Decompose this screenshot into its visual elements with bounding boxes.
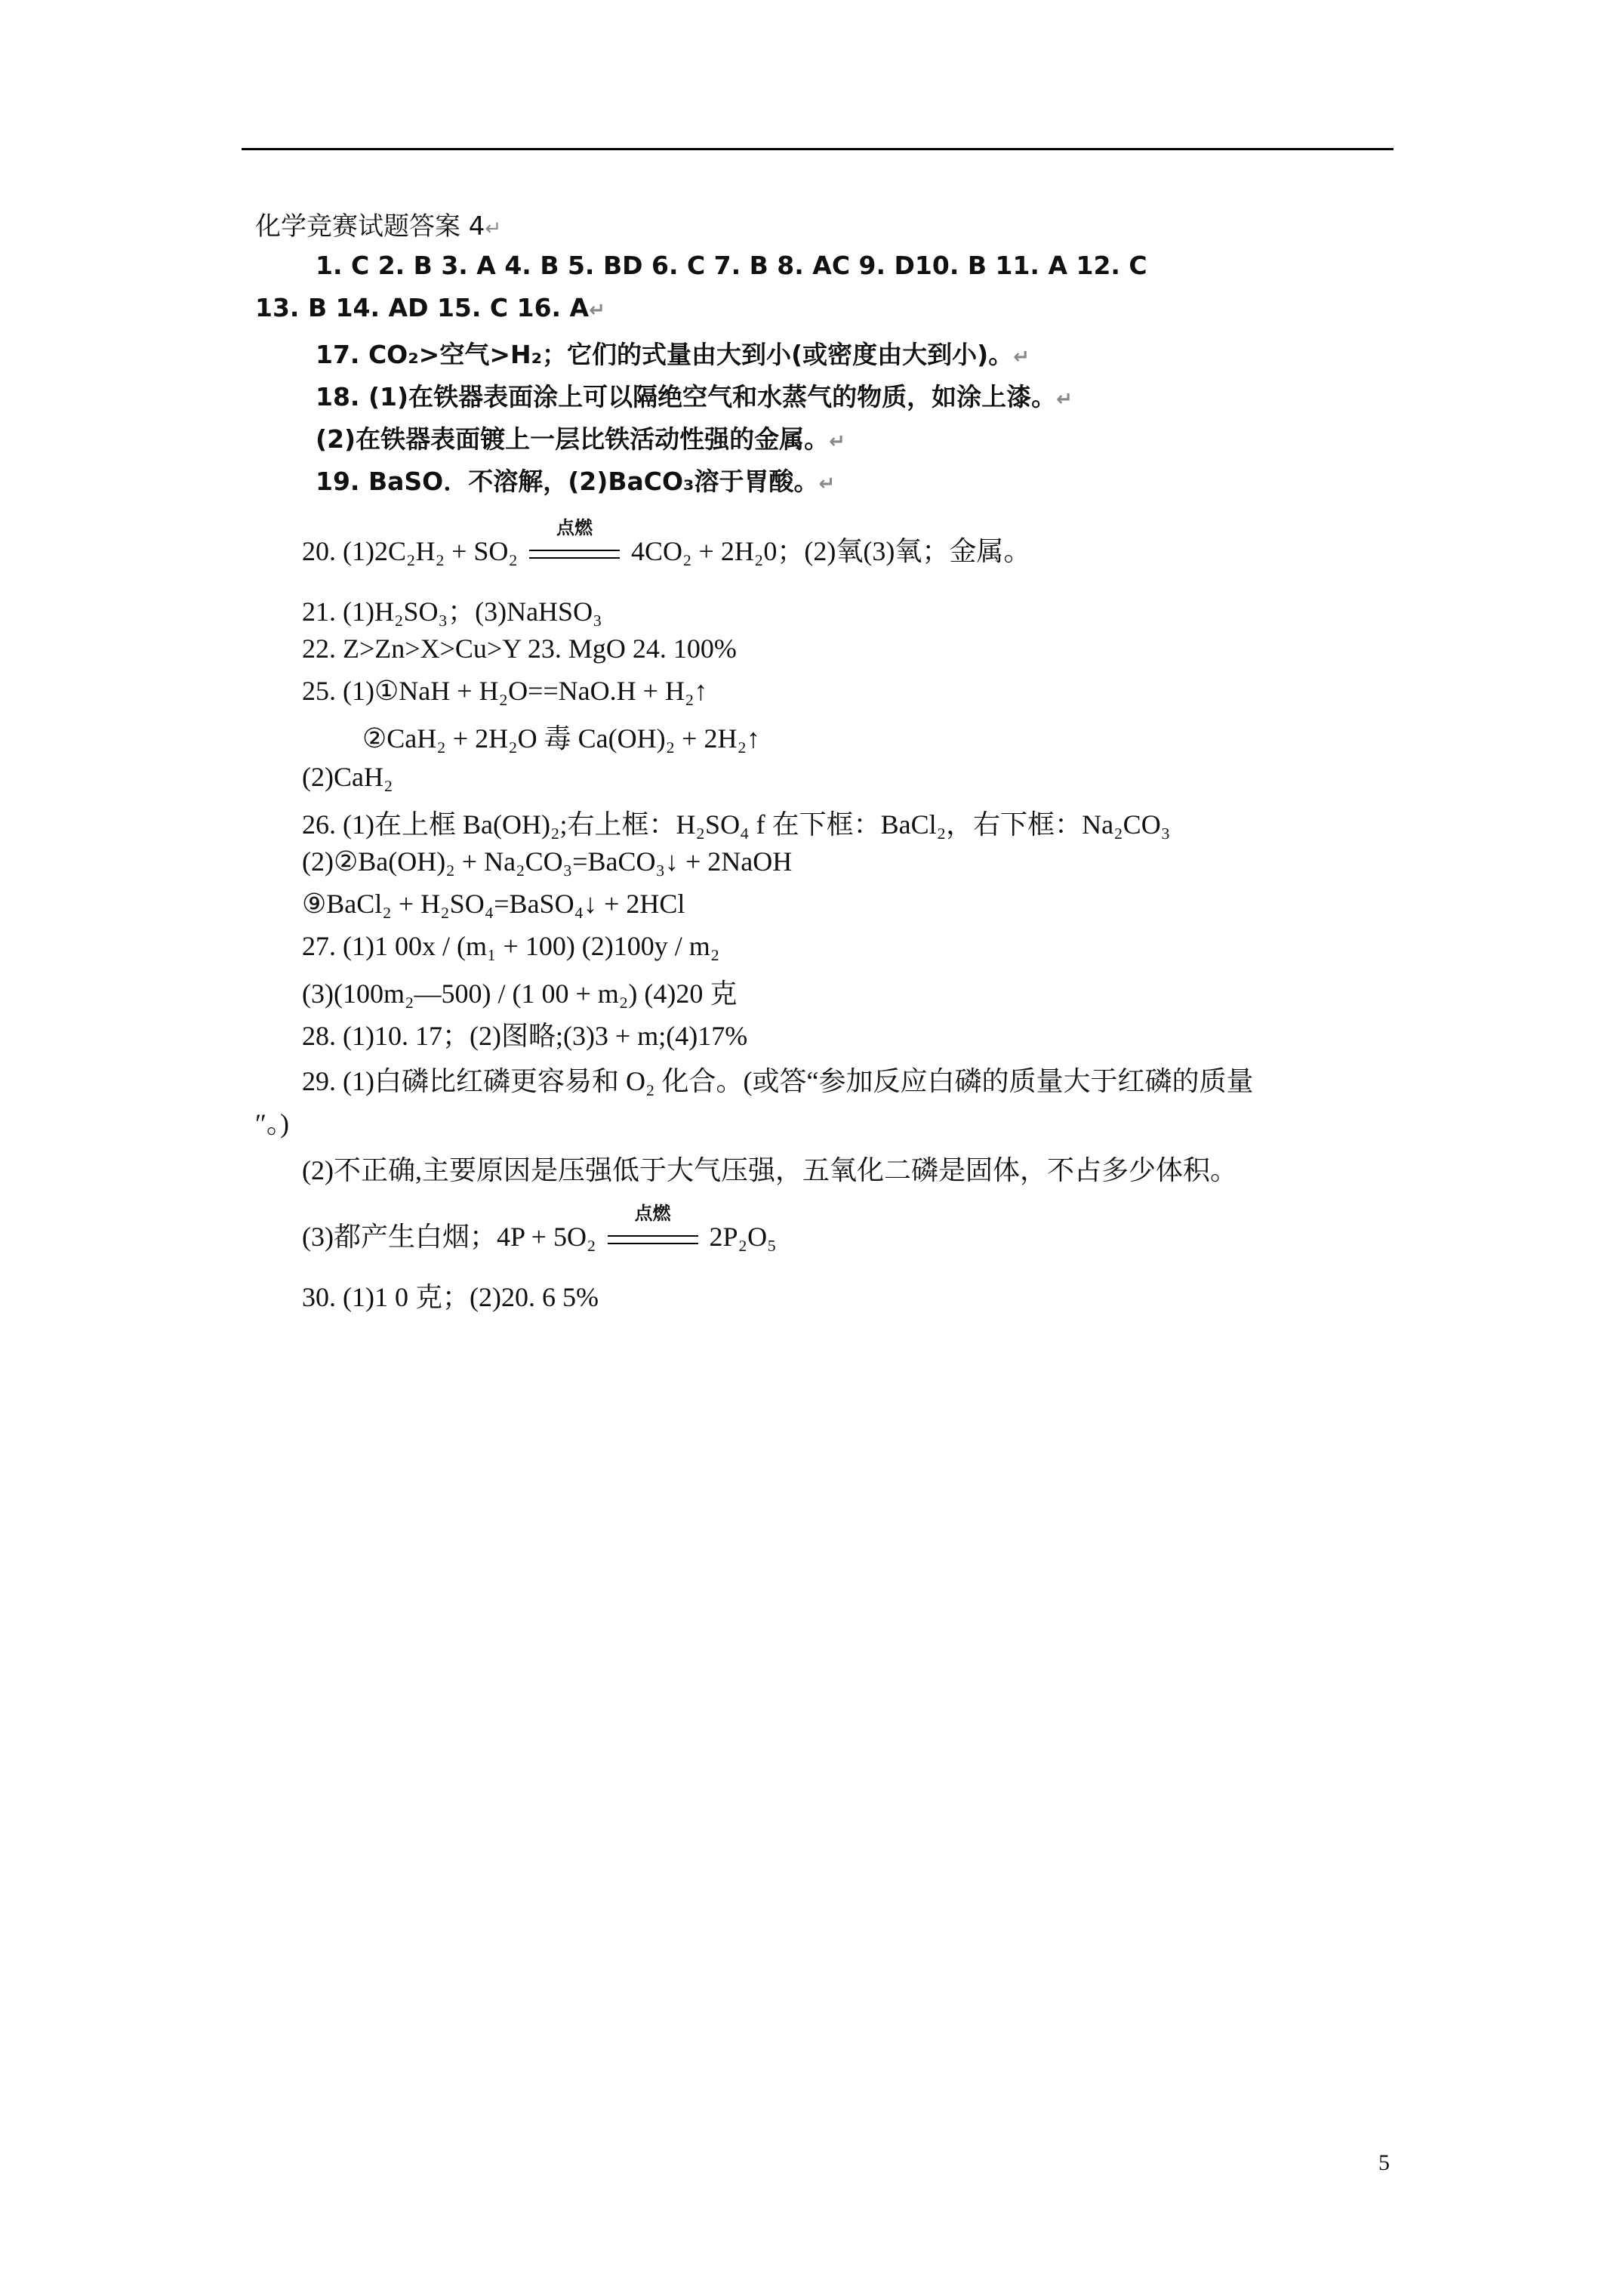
answer-17: 17. CO₂>空气>H₂；它们的式量由大到小(或密度由大到小)。↵ [316,340,1030,369]
mc-answers-line-1: 1. C 2. B 3. A 4. B 5. BD 6. C 7. B 8. AC 9. D10. B 11. A 12. C [316,251,1147,280]
answer-26-part-1: 26. (1)在上框 Ba(OH)₂;右上框：H₂SO₄ f 在下框：BaCl₂，右下框：Na₂CO₃ [302,809,1171,840]
reaction-condition-arrow: 点燃 [525,535,624,567]
answer-27-part-1: 27. (1)1 00x / (m₁ + 100) (2)100y / m₂ [302,931,720,961]
answer-29-part-1-cont: ″。) [255,1108,289,1139]
answer-20: 20. (1)2C₂H₂ + SO₂ 点燃 4CO₂ + 2H₂0；(2)氧(3)氧；金属。 [302,517,1031,566]
answer-18-part-1: 18. (1)在铁器表面涂上可以隔绝空气和水蒸气的物质，如涂上漆。↵ [316,382,1073,411]
answer-27-part-2: (3)(100m₂—500) / (1 00 + m₂) (4)20 克 [302,978,738,1009]
answer-25-part-3: (2)CaH₂ [302,762,393,792]
answer-19: 19. BaSO．不溶解，(2)BaCO₃溶于胃酸。↵ [316,467,836,496]
answer-28: 28. (1)10. 17；(2)图略;(3)3 + m;(4)17% [302,1021,748,1051]
header-rule [242,148,1394,150]
answer-29-part-2: (2)不正确,主要原因是压强低于大气压强，五氧化二磷是固体，不占多少体积。 [302,1155,1237,1185]
mc-answers-line-2: 13. B 14. AD 15. C 16. A↵ [255,293,605,322]
answer-26-part-2: (2)②Ba(OH)₂ + Na₂CO₃=BaCO₃↓ + 2NaOH [302,846,793,877]
page-number: 5 [1378,2150,1390,2175]
answer-26-part-3: ⑨BaCl₂ + H₂SO₄=BaSO₄↓ + 2HCl [302,889,685,919]
reaction-condition-arrow: 点燃 [603,1221,703,1253]
answer-18-part-2: (2)在铁器表面镀上一层比铁活动性强的金属。↵ [316,424,845,454]
answer-title: 化学竞赛试题答案 4↵ [255,211,502,242]
answer-25-part-1: 25. (1)①NaH + H₂O==NaO.H + H₂↑ [302,676,708,706]
answer-30: 30. (1)1 0 克；(2)20. 6 5% [302,1282,599,1312]
answer-29-part-3: (3)都产生白烟；4P + 5O₂ 点燃 2P₂O₅ [302,1203,777,1252]
answer-29-part-1: 29. (1)白磷比红磷更容易和 O₂ 化合。(或答“参加反应白磷的质量大于红磷的质量 [302,1066,1254,1096]
answer-25-part-2: ②CaH₂ + 2H₂O 毒 Ca(OH)₂ + 2H₂↑ [362,723,761,754]
answer-21: 21. (1)H₂SO₃；(3)NaHSO₃ [302,596,602,627]
answer-22-24: 22. Z>Zn>X>Cu>Y 23. MgO 24. 100% [302,633,737,664]
